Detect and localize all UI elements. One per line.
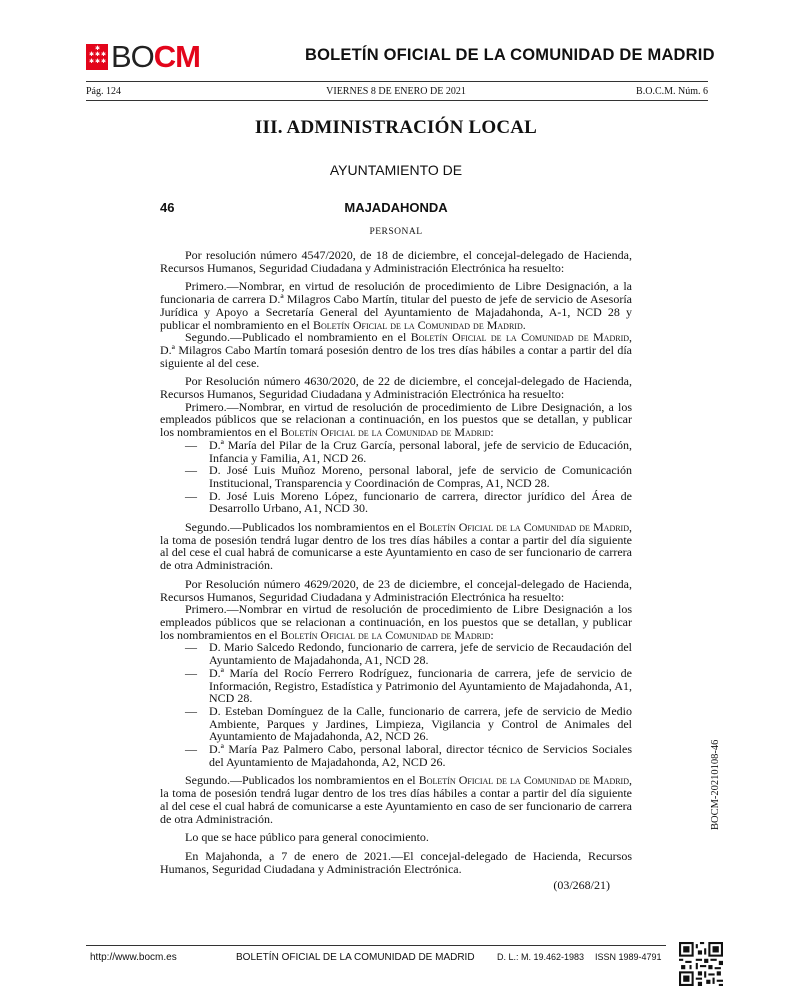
issn: ISSN 1989-4791 — [595, 952, 662, 962]
area-heading: PERSONAL — [369, 227, 423, 237]
list-item: — D. José Luis Muñoz Moreno, personal laboral, jefe de servicio de Comunicación Institucional, Transparencia y Coordinación de Compras, A1, NCD 28. — [185, 463, 632, 490]
document-body — [160, 249, 632, 892]
bocm-logo — [86, 40, 200, 74]
list-item: — D.ª María Paz Palmero Cabo, personal laboral, director técnico de Servicios Sociales del Ayuntamiento de Majadahonda, A2, NCD 26. — [185, 742, 632, 769]
paragraph: Por Resolución número 4629/2020, de 23 de diciembre, el concejal-delegado de Hacienda, Recursos Humanos, Seguridad Ciudadana y Administración Electrónica ha resuelto: — [160, 576, 632, 604]
list-item: — D. José Luis Moreno López, funcionario de carrera, director jurídico del Área de Desarrollo Urbano, A1, NCD 30. — [185, 488, 632, 516]
reference-code: (03/268/21) — [553, 878, 610, 893]
signature-paragraph: En Majahonda, a 7 de enero de 2021.—El concejal-delegado de Hacienda, Recursos Humanos, Seguridad Ciudadana y Administración Electrónica. — [160, 848, 632, 876]
qr-code-icon — [679, 942, 723, 986]
side-document-code: BOCM-20210108-46 — [710, 739, 721, 830]
paragraph: Primero.—Nombrar en virtud de resolución de procedimiento de Libre Designación a los empleados públicos que se relacionan a continuación, en los puestos que se detallan, y publicar los nombramientos en el Boletín Oficial de la Comunidad de Madrid: — [160, 602, 632, 642]
footer-title: BOLETÍN OFICIAL DE LA COMUNIDAD DE MADRID — [236, 952, 475, 963]
page-number: Pág. 124 — [86, 86, 121, 97]
footer-url-link[interactable]: http://www.bocm.es — [90, 952, 177, 963]
paragraph: Primero.—Nombrar, en virtud de resolución de procedimiento de Libre Designación, a la funcionaria de carrera D.ª Milagros Cabo Martín, titular del puesto de jefe de servicio de Asesoría Jurídica y Apoyo a Secretaría General del Ayuntamiento de Majadahonda, A-1, NCD 28 y publicar el nombramiento en el Boletín Oficial de la Comunidad de Madrid. — [160, 279, 632, 332]
paragraph: Por Resolución número 4630/2020, de 22 de diciembre, el concejal-delegado de Hacienda, Recursos Humanos, Seguridad Ciudadana y Administración Electrónica ha resuelto: — [160, 374, 632, 402]
list-item: — D. Esteban Domínguez de la Calle, funcionario de carrera, jefe de servicio de Medio Ambiente, Parques y Jardines, Limpieza, Vigilancia y Control de Animales del Ayuntamiento de Majadahonda, A2, NCD 26. — [185, 703, 632, 744]
list-item: — D.ª María del Pilar de la Cruz García, personal laboral, jefe de servicio de Educación, Infancia y Familia, A1, NCD 26. — [185, 437, 632, 465]
meta-rule — [86, 100, 708, 101]
paragraph: Segundo.—Publicados los nombramientos en el Boletín Oficial de la Comunidad de Madrid, la toma de posesión tendrá lugar dentro de los tres días hábiles a contar a partir del día siguiente al del cese el cual habrá de comunicarse a este Ayuntamiento en caso de ser funcionario de carrera de otra Administración. — [160, 773, 633, 826]
paragraph: Segundo.—Publicado el nombramiento en el Boletín Oficial de la Comunidad de Madrid, D.ª Milagros Cabo Martín tomará posesión dentro de los tres días hábiles a contar a partir del día siguiente al del cese. — [160, 330, 633, 370]
legal-deposit: D. L.: M. 19.462-1983 — [497, 952, 585, 962]
paragraph: Lo que se hace público para general conocimiento. — [185, 830, 429, 845]
paragraph: Segundo.—Publicados los nombramientos en el Boletín Oficial de la Comunidad de Madrid, la toma de posesión tendrá lugar dentro de los tres días hábiles a contar a partir del día siguiente al del cese el cual habrá de comunicarse a este Ayuntamiento en caso de ser funcionario de carrera de otra Administración. — [160, 520, 633, 573]
list-item: — D.ª María del Rocío Ferrero Rodríguez, funcionaria de carrera, jefe de servicio de Información, Registro, Estadística y Patrimonio del Ayuntamiento de Majadahonda, A1, NCD 28. — [185, 665, 632, 706]
paragraph: Por resolución número 4547/2020, de 18 de diciembre, el concejal-delegado de Hacienda, Recursos Humanos, Seguridad Ciudadana y Administración Electrónica ha resuelto: — [160, 248, 632, 275]
footer-rule — [86, 945, 666, 946]
issue-date: VIERNES 8 DE ENERO DE 2021 — [326, 86, 466, 97]
paragraph: Primero.—Nombrar, en virtud de resolución de procedimiento de Libre Designación, a los empleados públicos que se relacionan a continuación, en los puestos que se detallan, y publicar los nombramientos en el Boletín Oficial de la Comunidad de Madrid: — [160, 399, 632, 440]
municipality-heading: MAJADAHONDA — [344, 200, 448, 215]
madrid-stars-icon: ✱ ✱ ✱ ✱ ✱ ✱ ✱ — [86, 44, 108, 70]
logo-text-cm: CM — [153, 39, 201, 74]
entry-number: 46 — [160, 200, 175, 215]
logo-text-bo: BO — [111, 39, 154, 74]
issue-number: B.O.C.M. Núm. 6 — [636, 86, 708, 97]
section-title: III. ADMINISTRACIÓN LOCAL — [254, 117, 538, 138]
list-item: — D. Mario Salcedo Redondo, funcionario de carrera, jefe de servicio de Recaudación del Ayuntamiento de Majadahonda, A1, NCD 28. — [185, 640, 632, 668]
header-rule — [86, 81, 708, 82]
ayuntamiento-heading: AYUNTAMIENTO DE — [329, 162, 463, 178]
publication-title: BOLETÍN OFICIAL DE LA COMUNIDAD DE MADRID — [305, 46, 715, 64]
